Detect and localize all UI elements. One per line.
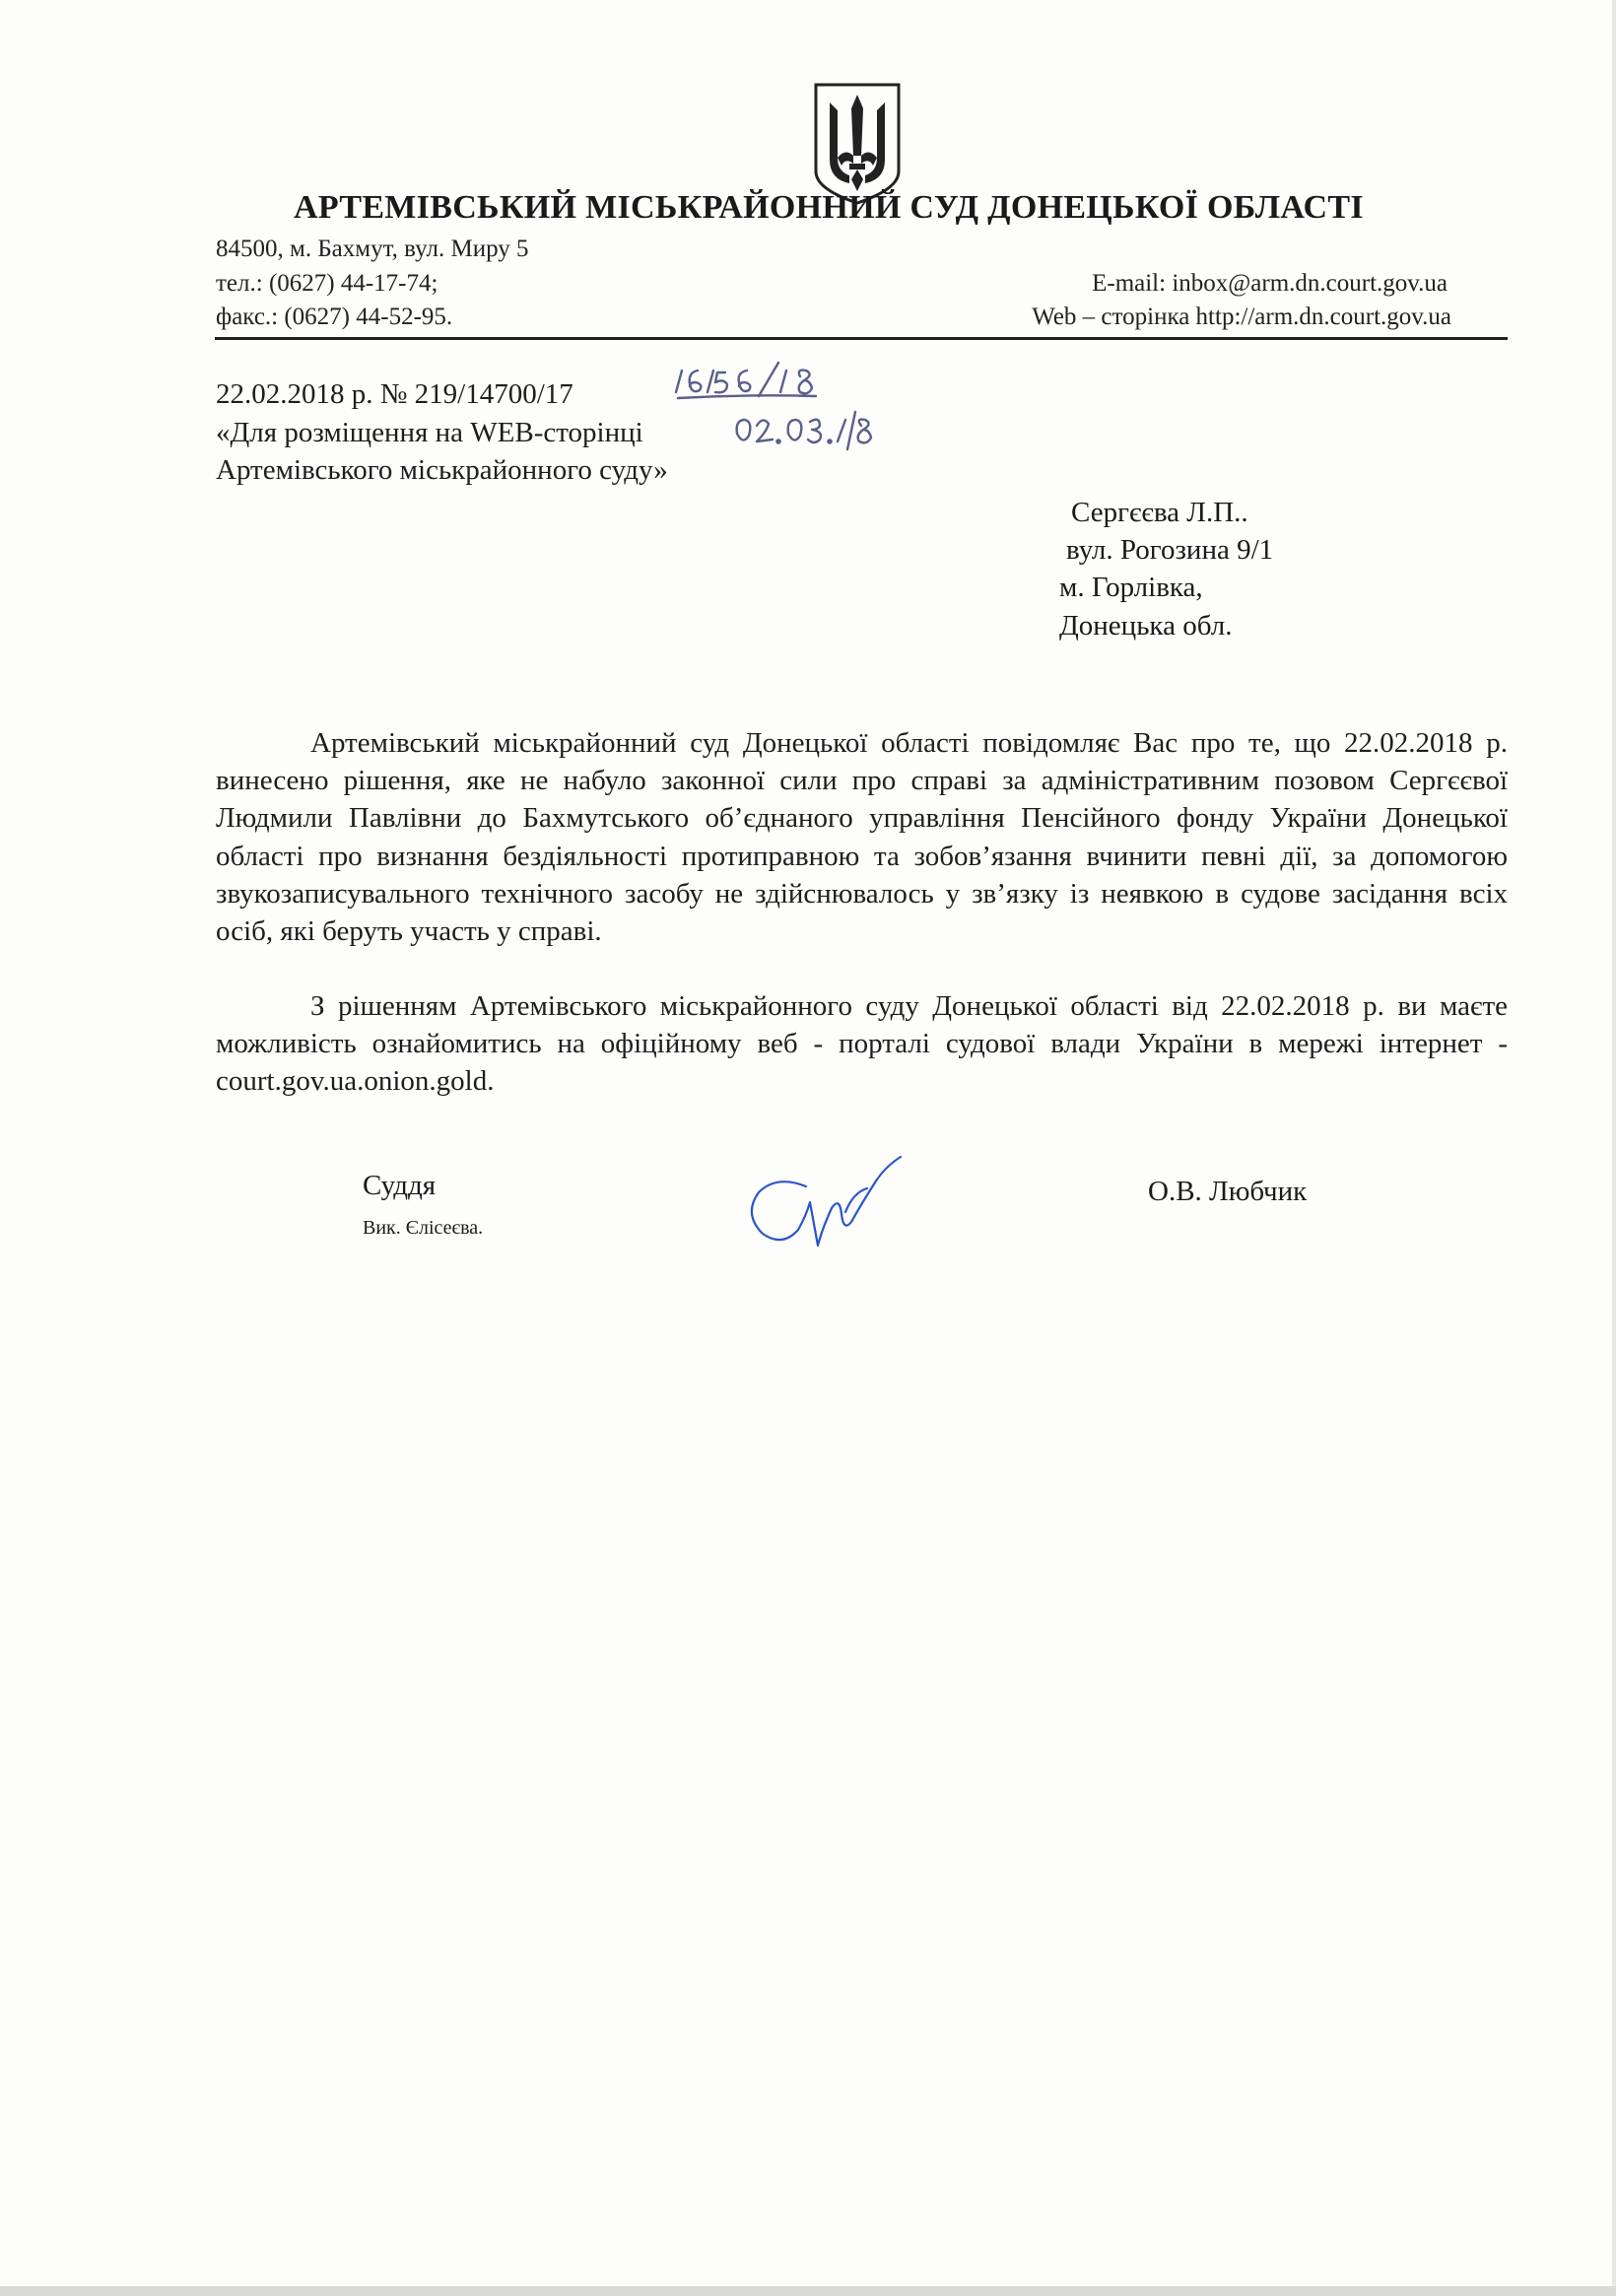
court-name: АРТЕМІВСЬКИЙ МІСЬКРАЙОННИЙ СУД ДОНЕЦЬКОЇ ОБЛАСТІ (294, 189, 1364, 226)
body-paragraph-2: З рішенням Артемівського міськрайонного суду Донецької області від 22.02.2018 р. ви маєте можливість ознайомитись на офіційному веб - порталі судової влади України в мережі інтернет - court.gov.ua.onion.gold. (216, 990, 1508, 1098)
addressee-region: Донецька обл. (1059, 610, 1233, 642)
body-paragraph-1: Артемівський міськрайонний суд Донецької області повідомляє Вас про те, що 22.02.2018 р. винесено рішення, яке не набуло законної сили про справі за адміністративним позовом Сергєєвої Людмили Павлівни до Бахмутського об’єднаного управління Пенсійного фонду України Донецької області про визнання бездіяльності протиправною та зобов’язання вчинити певні дії, за допомогою звукозаписувального технічного засобу не здійснювалось у зв’язку із неявкою в судове засідання всіх осіб, які беруть участь у справі. (216, 727, 1508, 948)
signature-acting: Вик. Єлісеєва. (363, 1217, 484, 1239)
court-website: Web – сторінка http://arm.dn.court.gov.ua (1032, 304, 1451, 330)
handwritten-signature (737, 1153, 924, 1271)
court-fax: факс.: (0627) 44-52-95. (216, 304, 453, 330)
court-address: 84500, м. Бахмут, вул. Миру 5 (216, 236, 529, 262)
reference-line: 22.02.2018 р. № 219/14700/17 (216, 378, 573, 410)
addressee-name: Сергєєва Л.П.. (1071, 497, 1248, 528)
court-email: E-mail: inbox@arm.dn.court.gov.ua (1092, 270, 1448, 297)
scan-edge-bottom (0, 2286, 1616, 2296)
addressee-city: м. Горлівка, (1059, 572, 1203, 603)
signature-title: Суддя (363, 1170, 437, 1201)
handwritten-date (727, 404, 885, 458)
court-phone: тел.: (0627) 44-17-74; (216, 270, 438, 297)
addressee-street: вул. Рогозина 9/1 (1066, 534, 1274, 566)
publication-note-line2: Артемівського міськрайонного суду» (216, 454, 668, 486)
judge-name: О.В. Любчик (1148, 1176, 1308, 1207)
publication-note-line1: «Для розміщення на WEB-сторінці (216, 417, 643, 448)
scan-edge-right (1612, 0, 1616, 2296)
header-divider (215, 337, 1508, 340)
trident-emblem-icon (810, 81, 905, 207)
handwritten-registration-number (668, 355, 845, 409)
